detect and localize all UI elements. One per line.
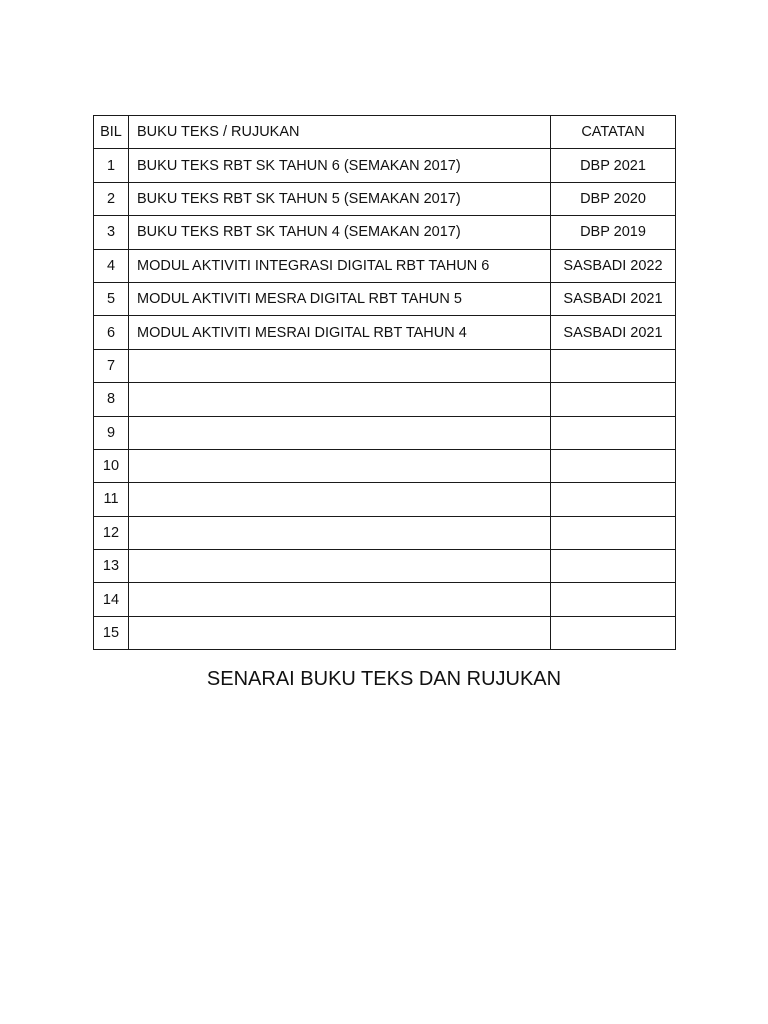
row-book: MODUL AKTIVITI MESRA DIGITAL RBT TAHUN 5: [129, 282, 551, 315]
row-book: [129, 616, 551, 649]
row-bil: 2: [94, 182, 129, 215]
row-note: [551, 383, 676, 416]
table-row: [94, 516, 676, 549]
header-note: CATATAN: [551, 116, 676, 149]
row-bil: 5: [94, 282, 129, 315]
row-bil: 15: [94, 616, 129, 649]
table-row: [94, 249, 676, 282]
row-book: [129, 516, 551, 549]
row-bil: 10: [94, 449, 129, 482]
row-book: [129, 550, 551, 583]
table-body: [94, 149, 676, 650]
row-note: DBP 2020: [551, 182, 676, 215]
table-row: [94, 449, 676, 482]
row-book: [129, 349, 551, 382]
table-row: [94, 550, 676, 583]
row-note: SASBADI 2022: [551, 249, 676, 282]
row-note: [551, 349, 676, 382]
row-note: [551, 583, 676, 616]
row-book: [129, 449, 551, 482]
table-row: [94, 149, 676, 182]
row-book: MODUL AKTIVITI MESRAI DIGITAL RBT TAHUN 4: [129, 316, 551, 349]
row-book: BUKU TEKS RBT SK TAHUN 5 (SEMAKAN 2017): [129, 182, 551, 215]
row-note: [551, 416, 676, 449]
table-row: [94, 316, 676, 349]
table-row: [94, 583, 676, 616]
table-row: [94, 349, 676, 382]
row-bil: 14: [94, 583, 129, 616]
row-note: [551, 616, 676, 649]
row-note: [551, 449, 676, 482]
row-bil: 6: [94, 316, 129, 349]
row-book: MODUL AKTIVITI INTEGRASI DIGITAL RBT TAHUN 6: [129, 249, 551, 282]
row-book: [129, 383, 551, 416]
row-bil: 12: [94, 516, 129, 549]
table-row: [94, 383, 676, 416]
table-row: [94, 282, 676, 315]
table-row: [94, 616, 676, 649]
row-bil: 3: [94, 216, 129, 249]
row-note: [551, 516, 676, 549]
row-bil: 4: [94, 249, 129, 282]
row-book: [129, 416, 551, 449]
row-note: [551, 550, 676, 583]
table-row: [94, 182, 676, 215]
row-book: [129, 483, 551, 516]
row-bil: 8: [94, 383, 129, 416]
table-caption: SENARAI BUKU TEKS DAN RUJUKAN: [206, 668, 562, 690]
header-bil: BIL: [94, 116, 129, 149]
row-note: DBP 2021: [551, 149, 676, 182]
table-row: [94, 483, 676, 516]
row-note: SASBADI 2021: [551, 282, 676, 315]
header-book: BUKU TEKS / RUJUKAN: [129, 116, 551, 149]
table-row: [94, 416, 676, 449]
row-note: DBP 2019: [551, 216, 676, 249]
row-bil: 13: [94, 550, 129, 583]
row-book: BUKU TEKS RBT SK TAHUN 4 (SEMAKAN 2017): [129, 216, 551, 249]
row-bil: 11: [94, 483, 129, 516]
row-bil: 1: [94, 149, 129, 182]
row-book: BUKU TEKS RBT SK TAHUN 6 (SEMAKAN 2017): [129, 149, 551, 182]
row-bil: 9: [94, 416, 129, 449]
book-list-table: [93, 115, 676, 650]
table-row: [94, 216, 676, 249]
row-bil: 7: [94, 349, 129, 382]
row-note: [551, 483, 676, 516]
row-note: SASBADI 2021: [551, 316, 676, 349]
table-header-row: [94, 116, 676, 149]
row-book: [129, 583, 551, 616]
